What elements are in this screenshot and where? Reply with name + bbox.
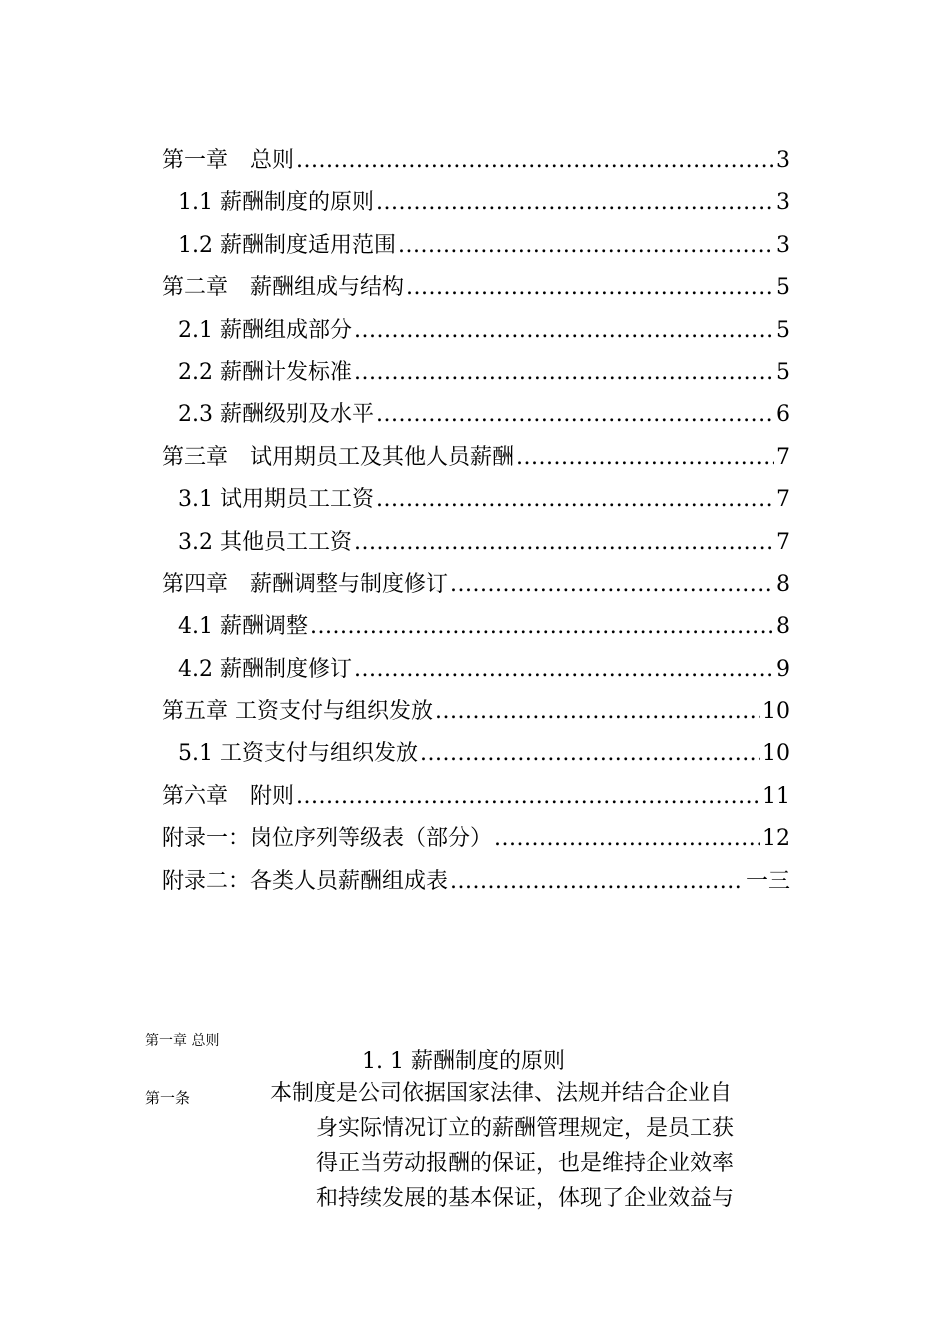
- toc-entry-label: 第三章 试用期员工及其他人员薪酬: [162, 444, 515, 470]
- toc-leader-dots: [376, 394, 774, 436]
- toc-entry[interactable]: [162, 606, 790, 648]
- toc-entry[interactable]: [162, 818, 790, 860]
- toc-entry-page: 7: [776, 529, 790, 555]
- toc-entry-label: 5.1 工资支付与组织发放: [178, 741, 418, 767]
- toc-entry-page: 5: [776, 317, 790, 343]
- toc-entry-page: 12: [762, 826, 790, 852]
- toc-entry-label: 4.2 薪酬制度修订: [178, 656, 352, 682]
- toc-entry-label: 3.2 其他员工工资: [178, 529, 352, 555]
- toc-entry-label: 第六章 附则: [162, 783, 295, 809]
- toc-entry-label: 第五章 工资支付与组织发放: [162, 699, 433, 725]
- toc-leader-dots: [354, 522, 774, 564]
- toc-entry[interactable]: [162, 564, 790, 606]
- toc-entry-label: 第二章 薪酬组成与结构: [162, 275, 405, 301]
- toc-entry-page: 10: [762, 741, 790, 767]
- toc-leader-dots: [420, 733, 760, 775]
- toc-leader-dots: [354, 352, 774, 394]
- section-heading: 1. 1 薪酬制度的原则: [362, 1049, 565, 1074]
- toc-entry-label: 附录一：岗位序列等级表（部分）: [162, 826, 493, 852]
- article-label: 第一条: [145, 1089, 191, 1107]
- toc-entry[interactable]: [162, 649, 790, 691]
- toc-entry[interactable]: [162, 691, 790, 733]
- toc-leader-dots: [354, 310, 774, 352]
- toc-leader-dots: [296, 140, 774, 182]
- toc-entry-label: 第一章 总则: [162, 148, 295, 173]
- toc-entry[interactable]: [162, 140, 790, 182]
- toc-leader-dots: [494, 818, 760, 860]
- article-text-line: 得正当劳动报酬的保证，也是维持企业效率: [316, 1151, 735, 1176]
- toc-entry-page: 10: [762, 699, 790, 725]
- toc-entry-page: 6: [776, 402, 790, 428]
- toc-entry[interactable]: [162, 352, 790, 394]
- toc-entry[interactable]: [162, 437, 790, 479]
- toc-entry-label: 第四章 薪酬调整与制度修订: [162, 571, 449, 597]
- toc-entry-label: 1.1 薪酬制度的原则: [178, 190, 374, 216]
- toc-leader-dots: [376, 479, 774, 521]
- toc-leader-dots: [310, 606, 774, 648]
- toc-entry-label: 2.2 薪酬计发标准: [178, 359, 352, 385]
- toc-leader-dots: [516, 437, 774, 479]
- toc-entry-label: 2.3 薪酬级别及水平: [178, 402, 374, 428]
- toc-entry-page: 8: [776, 571, 790, 597]
- toc-entry[interactable]: [162, 225, 790, 267]
- toc-entry-page: 7: [776, 487, 790, 513]
- toc-entry-page: 3: [776, 148, 790, 173]
- toc-entry-label: 3.1 试用期员工工资: [178, 487, 374, 513]
- toc-entry-page: 一三: [745, 868, 790, 894]
- toc-leader-dots: [296, 776, 760, 818]
- toc-entry-page: 3: [776, 232, 790, 258]
- toc-entry-page: 11: [762, 783, 790, 809]
- toc-entry-page: 9: [776, 656, 790, 682]
- toc-entry[interactable]: [162, 182, 790, 224]
- toc-entry[interactable]: [162, 394, 790, 436]
- article-body: [270, 1076, 810, 1216]
- toc-entry-page: 5: [776, 275, 790, 301]
- toc-entry-label: 4.1 薪酬调整: [178, 614, 308, 640]
- toc-leader-dots: [435, 691, 760, 733]
- article-text-line: 身实际情况订立的薪酬管理规定，是员工获: [316, 1116, 735, 1141]
- article-text-line: 本制度是公司依据国家法律、法规并结合企业自: [270, 1081, 733, 1106]
- toc-leader-dots: [376, 182, 774, 224]
- toc-entry[interactable]: [162, 776, 790, 818]
- toc-entry[interactable]: [162, 479, 790, 521]
- toc-entry[interactable]: [162, 861, 790, 903]
- toc-leader-dots: [354, 649, 774, 691]
- article-text-line: 和持续发展的基本保证，体现了企业效益与: [316, 1186, 735, 1211]
- toc-leader-dots: [406, 267, 774, 309]
- toc-entry-label: 2.1 薪酬组成部分: [178, 317, 352, 343]
- toc-entry-label: 附录二：各类人员薪酬组成表: [162, 868, 449, 894]
- toc-entry-page: 5: [776, 359, 790, 385]
- toc-entry[interactable]: [162, 310, 790, 352]
- chapter-heading: 第一章 总则: [145, 1033, 220, 1049]
- toc-leader-dots: [450, 861, 744, 903]
- toc-entry[interactable]: [162, 733, 790, 775]
- toc-entry-page: 3: [776, 190, 790, 216]
- toc-entry[interactable]: [162, 522, 790, 564]
- toc-leader-dots: [450, 564, 774, 606]
- table-of-contents: [162, 140, 790, 903]
- toc-leader-dots: [398, 225, 774, 267]
- toc-entry-label: 1.2 薪酬制度适用范围: [178, 232, 396, 258]
- toc-entry-page: 8: [776, 614, 790, 640]
- toc-entry[interactable]: [162, 267, 790, 309]
- toc-entry-page: 7: [776, 444, 790, 470]
